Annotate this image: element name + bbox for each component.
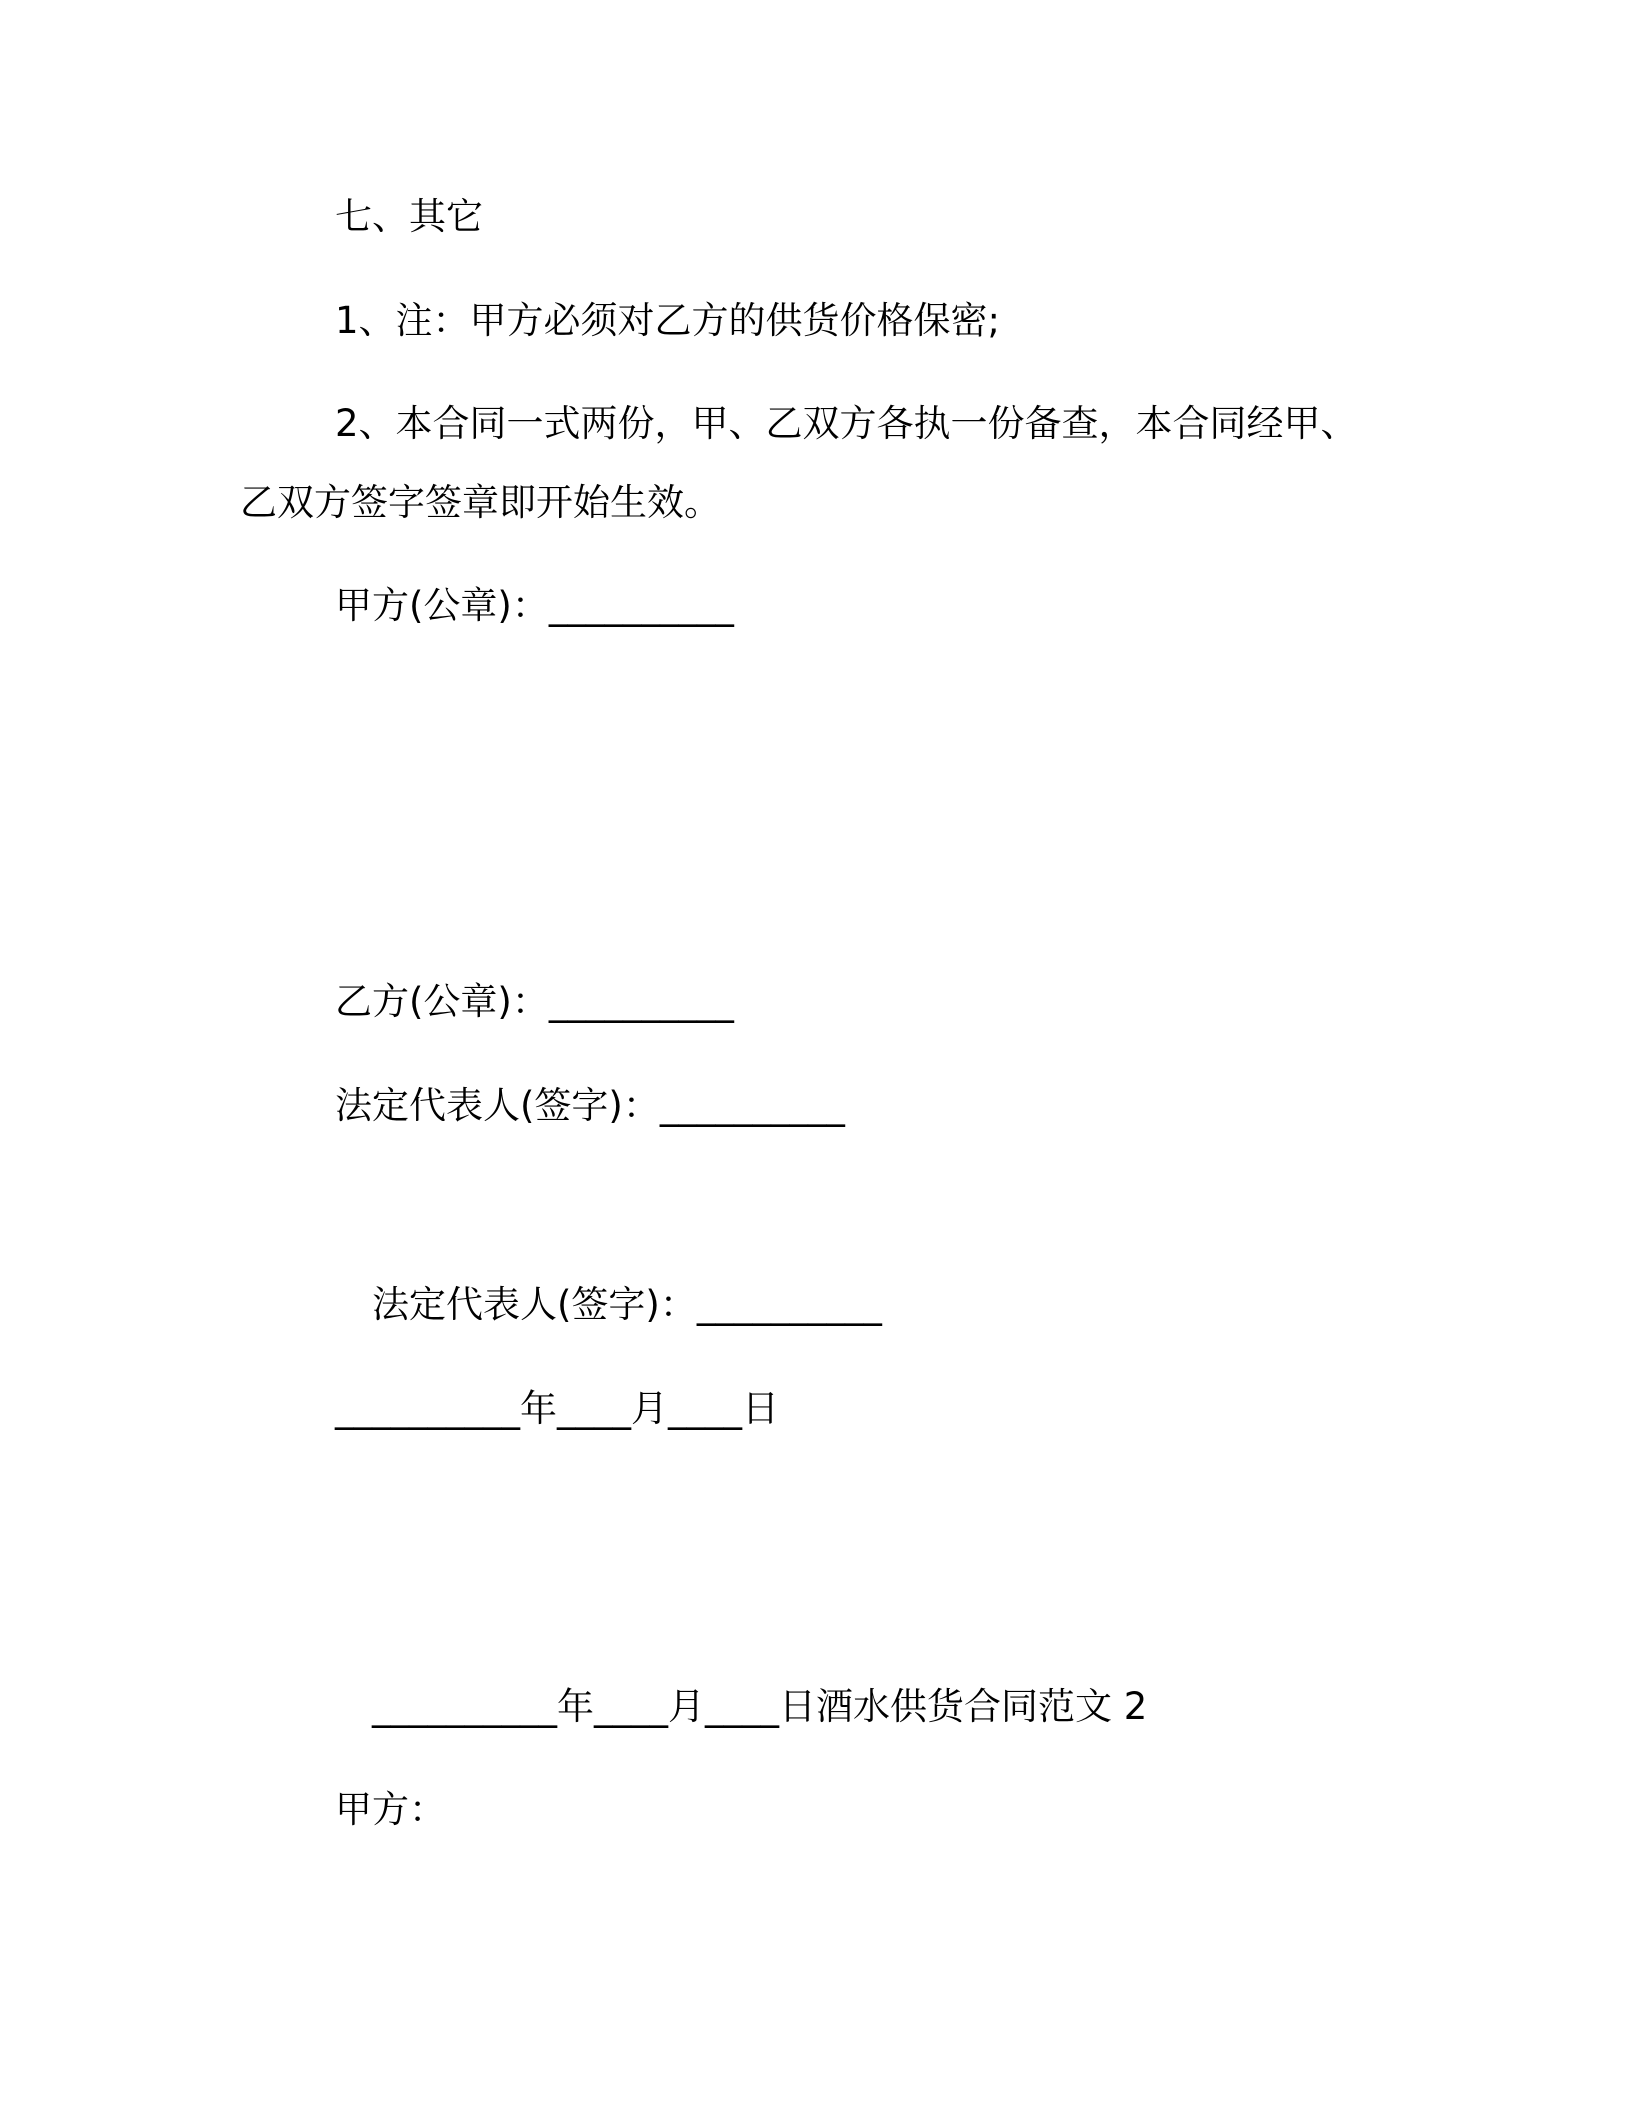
legal-rep-2: 法定代表人(签字)：__________ [372, 1283, 882, 1326]
clause-2-line-1: 2、本合同一式两份，甲、乙双方各执一份备查，本合同经甲、 [335, 402, 1358, 445]
clause-1: 1、注：甲方必须对乙方的供货价格保密; [335, 299, 1001, 342]
date-title-line: __________年____月____日酒水供货合同范文 2 [372, 1685, 1148, 1728]
legal-rep-1: 法定代表人(签字)：__________ [335, 1084, 845, 1127]
clause-2-line-2: 乙双方签字签章即开始生效。 [240, 481, 721, 524]
party-b-seal: 乙方(公章)：__________ [335, 980, 734, 1023]
party-a-label: 甲方： [335, 1788, 446, 1831]
date-line: __________年____月____日 [335, 1387, 779, 1430]
party-a-seal: 甲方(公章)：__________ [335, 584, 734, 627]
section-heading: 七、其它 [335, 195, 483, 238]
